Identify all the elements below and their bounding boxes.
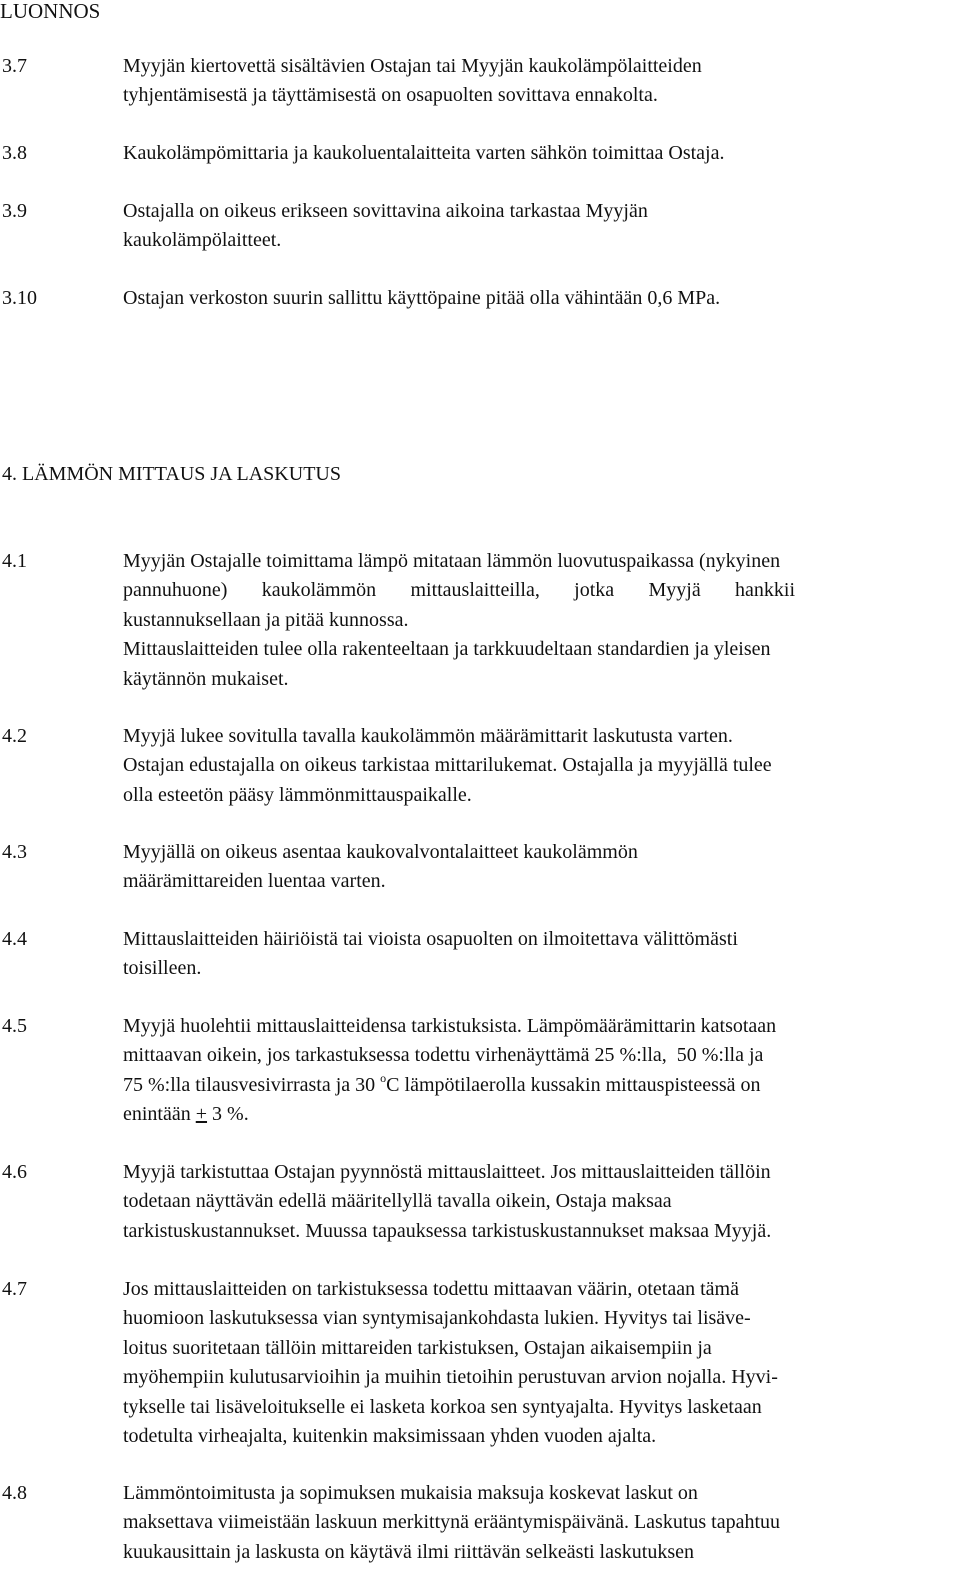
clause-4-2 [0, 722, 960, 810]
clause-text [123, 547, 957, 694]
clause-3-7 [0, 52, 960, 111]
clause-text [123, 284, 957, 313]
degree-superscript: o [380, 1070, 387, 1085]
clause-line: todetulta virheajalta, kuitenkin maksimissaan yhden vuoden ajalta. [123, 1425, 657, 1448]
clause-3-10 [0, 284, 960, 313]
line-text: enintään [123, 1103, 196, 1126]
clause-line: tarkistuskustannukset. Muussa tapauksessa tarkistuskustannukset maksaa Myyjä. [123, 1219, 772, 1242]
clause-number: 4.4 [2, 928, 27, 950]
clause-text [123, 197, 957, 256]
clause-text [123, 925, 957, 984]
clause-line: maksettava viimeistään laskuun merkittynä erääntymispäivänä. Laskutus tapahtuu [123, 1511, 781, 1534]
clause-number: 4.7 [2, 1278, 27, 1300]
clause-number: 3.8 [2, 142, 27, 164]
clause-text [123, 1479, 957, 1567]
line-text: 3 %. [207, 1103, 249, 1126]
clause-line: olla esteetön pääsy lämmönmittauspaikalle. [123, 783, 472, 806]
clause-line: kuukausittain ja laskusta on käytävä ilmi riittävän selkeästi laskutuksen [123, 1540, 694, 1563]
clause-line: Myyjän kiertovettä sisältävien Ostajan tai Myyjän kaukolämpölaitteiden [123, 55, 702, 77]
clause-number: 4.5 [2, 1015, 27, 1037]
clause-text [123, 1012, 957, 1130]
clause-line: Myyjän Ostajalle toimittama lämpö mitataan lämmön luovutuspaikassa (nykyinen [123, 550, 781, 572]
clause-line: Ostajalla on oikeus erikseen sovittavina aikoina tarkastaa Myyjän [123, 200, 648, 222]
clause-line: tykselle tai lisäveloitukselle ei lasketa korkoa sen syntyajalta. Hyvitys lasketaan [123, 1395, 762, 1418]
clause-number: 4.1 [2, 550, 27, 572]
clause-3-8 [0, 139, 960, 168]
clause-line: Myyjä lukee sovitulla tavalla kaukolämmön määrämittarit laskutusta varten. [123, 725, 733, 747]
clause-line [123, 1071, 957, 1100]
clause-line: loitus suoritetaan tällöin mittareiden tarkistuksen, Ostajan aikaisempiin ja [123, 1336, 712, 1359]
clause-4-6 [0, 1158, 960, 1246]
clause-line: Ostajan edustajalla on oikeus tarkistaa mittarilukemat. Ostajalla ja myyjällä tulee [123, 754, 772, 777]
clause-text [123, 722, 957, 810]
clause-4-4 [0, 925, 960, 984]
clause-4-1 [0, 547, 960, 694]
clause-number: 4.8 [2, 1482, 27, 1504]
section-4-heading: 4. LÄMMÖN MITTAUS JA LASKUTUS [2, 463, 341, 485]
clause-number: 4.6 [2, 1161, 27, 1183]
clause-line: Myyjällä on oikeus asentaa kaukovalvontalaitteet kaukolämmön [123, 841, 638, 863]
clause-line: käytännön mukaiset. [123, 667, 289, 690]
clause-line: mittaavan oikein, jos tarkastuksessa todettu virhenäyttämä 25 %:lla, 50 %:lla ja [123, 1044, 764, 1067]
clause-4-3 [0, 838, 960, 897]
clause-number: 4.3 [2, 841, 27, 863]
clause-line: tyhjentämisestä ja täyttämisestä on osapuolten sovittava ennakolta. [123, 84, 658, 107]
draft-label: LUONNOS [0, 0, 101, 23]
clause-number: 3.9 [2, 200, 27, 222]
clause-line: Mittauslaitteiden tulee olla rakenteeltaan ja tarkkuudeltaan standardien ja yleisen [123, 638, 771, 661]
line-text: C lämpötilaerolla kussakin mittauspisteessä on [386, 1073, 761, 1096]
clause-4-5 [0, 1012, 960, 1130]
clause-line: Kaukolämpömittaria ja kaukoluentalaitteita varten sähkön toimittaa Ostaja. [123, 142, 725, 164]
clause-4-7 [0, 1275, 960, 1451]
clause-line: Myyjä tarkistuttaa Ostajan pyynnöstä mittauslaitteet. Jos mittauslaitteiden tällöin [123, 1161, 771, 1183]
clause-line: toisilleen. [123, 957, 202, 980]
clause-number: 3.10 [2, 287, 37, 309]
clause-line: todetaan näyttävän edellä määritellyllä tavalla oikein, Ostaja maksaa [123, 1190, 672, 1213]
clause-line: myöhempiin kulutusarvioihin ja muihin tietoihin perustuvan arvion nojalla. Hyvi- [123, 1366, 778, 1389]
clause-line: Lämmöntoimitusta ja sopimuksen mukaisia maksuja koskevat laskut on [123, 1482, 698, 1504]
clause-number: 4.2 [2, 725, 27, 747]
clause-line: pannuhuone) kaukolämmön mittauslaitteilla, jotka Myyjä hankkii [123, 579, 795, 602]
clause-text [123, 139, 957, 168]
clause-text [123, 838, 957, 897]
clause-line: Ostajan verkoston suurin sallittu käyttöpaine pitää olla vähintään 0,6 MPa. [123, 287, 721, 309]
clause-line: määrämittareiden luentaa varten. [123, 870, 386, 893]
clause-text [123, 52, 957, 111]
clause-4-8 [0, 1479, 960, 1567]
clause-line: kustannuksellaan ja pitää kunnossa. [123, 608, 409, 631]
clause-line: huomioon laskutuksessa vian syntymisajankohdasta lukien. Hyvitys tai lisäve- [123, 1307, 751, 1330]
clause-line [123, 1100, 957, 1129]
clause-3-9 [0, 197, 960, 256]
plus-minus-sign: + [195, 1103, 208, 1126]
clause-text [123, 1158, 957, 1246]
clause-line: Mittauslaitteiden häiriöistä tai vioista osapuolten on ilmoitettava välittömästi [123, 928, 738, 950]
clause-line: Jos mittauslaitteiden on tarkistuksessa todettu mittaavan väärin, otetaan tämä [123, 1278, 739, 1300]
clause-number: 3.7 [2, 55, 27, 77]
line-text: 75 %:lla tilausvesivirrasta ja 30 [123, 1073, 381, 1096]
clause-text [123, 1275, 957, 1451]
clause-line: kaukolämpölaitteet. [123, 229, 282, 252]
clause-line: Myyjä huolehtii mittauslaitteidensa tarkistuksista. Lämpömäärämittarin katsotaan [123, 1015, 777, 1037]
